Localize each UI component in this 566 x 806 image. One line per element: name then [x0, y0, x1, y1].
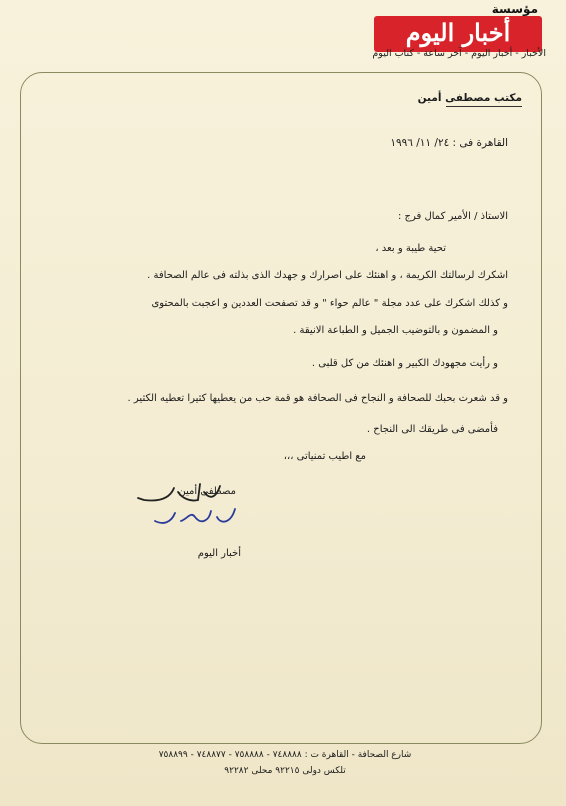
office-name: مكتب مصطفى أمين: [417, 92, 522, 104]
sender-name: مصطفى أمين: [178, 486, 236, 497]
letter-frame: [20, 72, 542, 744]
org-word: مؤسسة: [491, 2, 538, 16]
paragraph: و قد شعرت بحبك للصحافة و النجاح فى الصحافة هو قمة حب من يعطيها كثيرا تعطيه الكثير .: [127, 393, 508, 404]
paper-name: أخبار اليوم: [197, 548, 241, 559]
signature: [130, 478, 230, 508]
paragraph: و المضمون و بالتوضيب الجميل و الطباعة الانيقة .: [293, 325, 498, 336]
logo: [374, 16, 542, 52]
footer-telex: تلكس دولى ٩٢٢١٥ محلى ٩٢٢٨٢: [224, 766, 346, 776]
addressee: الاستاذ / الأمير كمال فرج :: [398, 211, 508, 222]
paragraph: و كذلك اشكرك على عدد مجلة " عالم حواء " و قد تصفحت العددين و اعجبت بالمحتوى: [151, 298, 508, 309]
logo-text: أخبار اليوم: [405, 18, 511, 47]
office-underline: [446, 106, 522, 107]
paragraph: فأمضى فى طريقك الى النجاح .: [366, 424, 498, 435]
paragraph: و رأيت مجهودك الكبير و اهنئك من كل قلبى .: [311, 358, 498, 369]
footer-address: شارع الصحافة - القاهرة ت : ٧٤٨٨٨٨ - ٧٥٨٨٨٨ - ٧٤٨٨٧٧ - ٧٥٨٨٩٩: [158, 750, 412, 760]
tagline: الأخبار - أخبار اليوم - آخر ساعة - كتاب اليوم: [372, 48, 546, 59]
letterhead: [352, 2, 552, 72]
paragraph: اشكرك لرسالتك الكريمة ، و اهنئك على اصرارك و جهدك الذى بذلته فى عالم الصحافة .: [147, 270, 508, 281]
letter-date: القاهرة فى : ٢٤/ ١١/ ١٩٩٦: [390, 137, 508, 149]
greeting: تحية طيبة و بعد ،: [375, 243, 446, 254]
signature-blue: [151, 505, 241, 529]
closing: مع اطيب تمنياتى ،،،: [283, 451, 366, 462]
